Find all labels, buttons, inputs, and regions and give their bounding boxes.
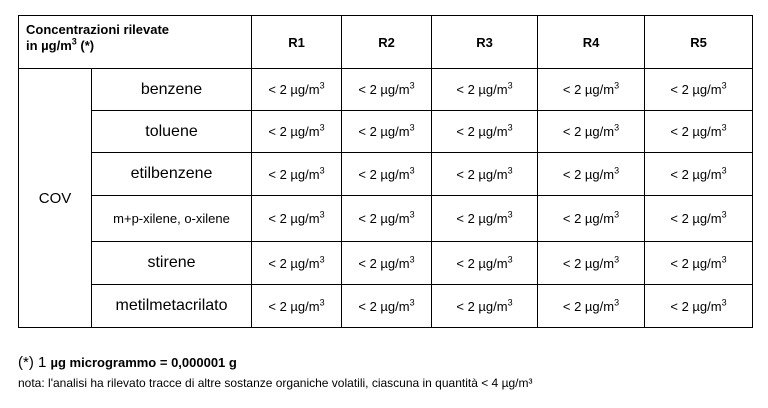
value-text: < 2 µg/m [456,298,508,314]
value-unit-sup: 3 [614,80,620,91]
value-cell [645,111,753,153]
table-row [19,153,753,196]
substance-name: etilbenzene [92,153,252,196]
value-unit-sup: 3 [507,209,513,220]
value-cell [645,242,753,285]
value-text: < 2 µg/m [456,211,508,226]
value-unit-sup: 3 [614,122,620,133]
value-unit-sup: 3 [507,254,513,265]
value-text: < 2 µg/m [268,166,320,182]
value-unit-sup: 3 [409,165,415,176]
header-label-line1: Concentrazioni rilevate [26,22,170,37]
value-unit-sup: 3 [721,297,727,308]
header-label-cell [19,16,252,69]
value-unit-sup: 3 [319,80,325,91]
value-text: < 2 µg/m [268,211,320,226]
table-header-row [19,16,753,69]
value-text: < 2 µg/m [358,82,410,97]
value-cell [645,285,753,328]
value-text: < 2 µg/m [268,82,320,97]
value-text: < 2 µg/m [456,124,508,139]
value-cell [432,285,538,328]
value-text: < 2 µg/m [562,255,615,271]
value-text: < 2 µg/m [670,166,722,182]
value-text: < 2 µg/m [358,211,410,226]
value-cell [538,153,645,196]
value-unit-sup: 3 [721,254,727,265]
value-text: < 2 µg/m [670,255,722,271]
substance-name: metilmetacrilato [92,285,252,328]
column-header-r1: R1 [252,16,342,69]
footnote-bold: µg microgrammo = 0,000001 g [50,355,237,370]
value-text: < 2 µg/m [456,166,508,182]
value-cell [432,153,538,196]
value-cell [645,153,753,196]
value-cell [252,69,342,111]
value-cell [538,242,645,285]
value-text: < 2 µg/m [562,166,615,182]
value-unit-sup: 3 [409,254,415,265]
table-row [19,111,753,153]
concentration-table [18,15,753,328]
table-row [19,242,753,285]
header-label-sup: 3 [71,36,77,47]
value-unit-sup: 3 [614,254,620,265]
value-unit-sup: 3 [409,209,415,220]
value-text: < 2 µg/m [358,166,410,182]
value-unit-sup: 3 [614,297,620,308]
value-unit-sup: 3 [319,209,325,220]
value-unit-sup: 3 [614,209,620,220]
value-unit-sup: 3 [721,209,727,220]
value-cell [252,153,342,196]
value-text: < 2 µg/m [358,255,410,271]
value-cell [538,196,645,242]
value-cell [645,196,753,242]
value-unit-sup: 3 [319,122,325,133]
value-cell [342,111,432,153]
value-unit-sup: 3 [409,122,415,133]
footnote-prefix: (*) 1 [18,354,51,371]
value-cell [342,153,432,196]
analysis-note: nota: l'analisi ha rilevato tracce di altre sostanze organiche volatili, ciascuna in quantità < 4 µg/m³ [18,376,533,390]
group-label-cov: COV [19,69,92,328]
value-text: < 2 µg/m [358,298,410,314]
value-text: < 2 µg/m [670,124,722,139]
column-header-r4: R4 [538,16,645,69]
value-unit-sup: 3 [409,297,415,308]
substance-name: m+p-xilene, o-xilene [92,196,252,242]
column-header-r2: R2 [342,16,432,69]
table-row [19,196,753,242]
value-unit-sup: 3 [319,165,325,176]
value-text: < 2 µg/m [670,211,722,226]
value-cell [252,285,342,328]
column-header-r5: R5 [645,16,753,69]
value-text: < 2 µg/m [670,82,722,97]
value-unit-sup: 3 [507,80,513,91]
value-cell [342,69,432,111]
value-text: < 2 µg/m [358,124,410,139]
value-unit-sup: 3 [507,165,513,176]
value-text: < 2 µg/m [268,255,320,271]
value-cell [342,242,432,285]
value-cell [252,111,342,153]
value-cell [432,196,538,242]
value-cell [432,69,538,111]
value-unit-sup: 3 [319,297,325,308]
column-header-r3: R3 [432,16,538,69]
value-cell [538,285,645,328]
value-cell [432,242,538,285]
table-row [19,69,753,111]
value-text: < 2 µg/m [268,124,320,139]
value-cell [538,69,645,111]
substance-name: benzene [92,69,252,111]
value-text: < 2 µg/m [456,82,508,97]
substance-name: toluene [92,111,252,153]
value-cell [538,111,645,153]
value-unit-sup: 3 [507,122,513,133]
value-cell [432,111,538,153]
footnote [18,354,237,372]
value-cell [252,242,342,285]
table-row [19,285,753,328]
value-text: < 2 µg/m [268,298,320,314]
value-text: < 2 µg/m [456,255,508,271]
value-unit-sup: 3 [507,297,513,308]
substance-name: stirene [92,242,252,285]
value-text: < 2 µg/m [562,124,615,139]
value-text: < 2 µg/m [562,298,615,314]
value-unit-sup: 3 [721,165,727,176]
value-cell [342,285,432,328]
value-unit-sup: 3 [721,80,727,91]
value-text: < 2 µg/m [562,211,615,226]
value-text: < 2 µg/m [562,82,615,97]
header-label-line2-suffix: (*) [76,38,95,53]
value-cell [252,196,342,242]
value-unit-sup: 3 [409,80,415,91]
value-cell [645,69,753,111]
value-text: < 2 µg/m [670,298,722,314]
value-unit-sup: 3 [614,165,620,176]
header-label-line2-prefix: in µg/m [26,38,72,53]
value-unit-sup: 3 [721,122,727,133]
value-unit-sup: 3 [319,254,325,265]
value-cell [342,196,432,242]
